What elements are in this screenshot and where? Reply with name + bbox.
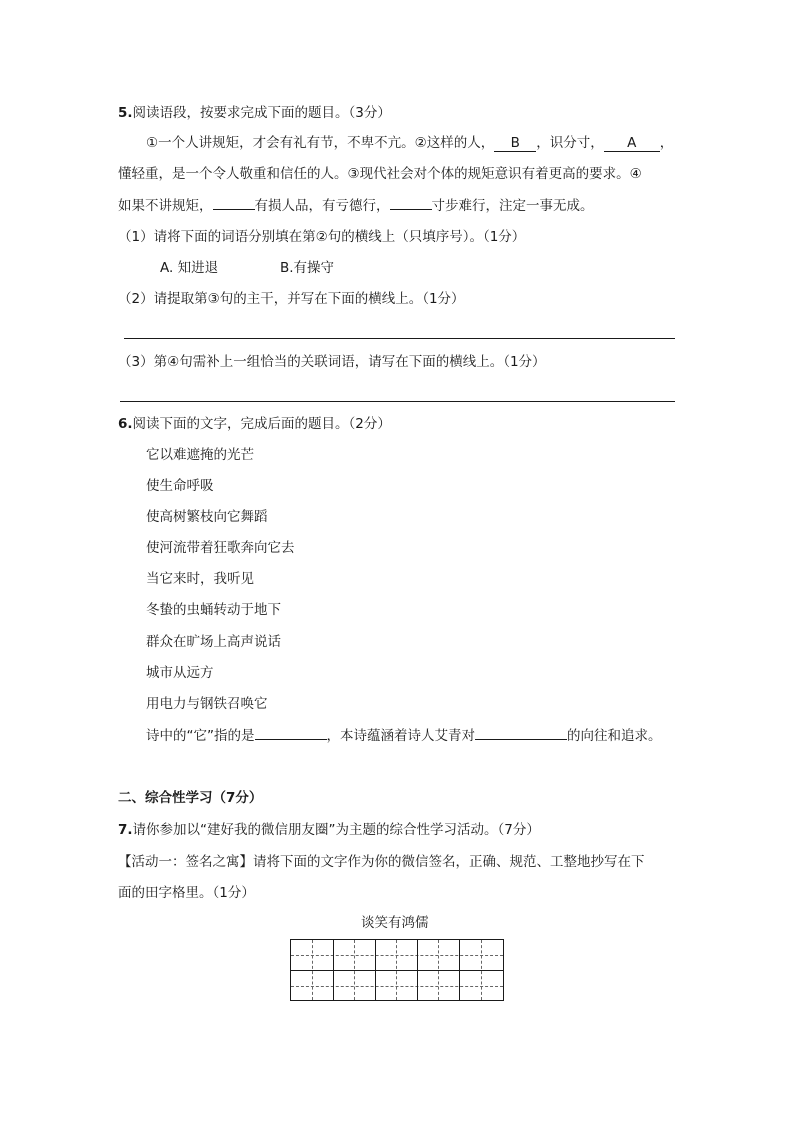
q5-para-text: 如果不讲规矩， <box>118 198 213 214</box>
blank-a[interactable]: A <box>604 136 660 152</box>
section-2-title: 二、综合性学习（7分） <box>118 790 263 806</box>
q6-header-text: 阅读下面的文字，完成后面的题目。（2分） <box>132 416 391 432</box>
q7-activity1-line2: 面的田字格里。（1分） <box>118 885 255 901</box>
poem-line: 群众在旷场上高声说话 <box>146 634 281 650</box>
blank-aspiration[interactable] <box>475 739 567 740</box>
q5-para-text: 有损人品，有亏德行， <box>254 198 390 214</box>
q7-header <box>118 821 540 839</box>
activity1-label: 【活动一：签名之寓】 <box>118 854 253 870</box>
q5-sub1: （1）请将下面的词语分别填在第②句的横线上（只填序号）。（1分） <box>118 229 526 245</box>
blank-conjunction-2[interactable] <box>390 209 432 210</box>
q5-header-text: 阅读语段，按要求完成下面的题目。（3分） <box>132 105 391 121</box>
grid-col-divider <box>333 940 334 1000</box>
grid-guide <box>438 940 439 1000</box>
q5-number: 5. <box>118 105 133 121</box>
q6-question-text: 诗中的“它”指的是 <box>146 728 255 744</box>
q7-header-text: 请你参加以“建好我的微信朋友圈”为主题的综合性学习活动。（7分） <box>132 822 540 838</box>
grid-row-divider <box>291 970 503 971</box>
tianzi-grid[interactable] <box>290 939 504 1001</box>
copy-text: 谈笑有鸿儒 <box>361 915 429 931</box>
q5-sub2: （2）请提取第③句的主干，并写在下面的横线上。（1分） <box>118 291 465 307</box>
poem-line: 使生命呼吸 <box>146 478 214 494</box>
q5-paragraph-line1 <box>146 134 673 152</box>
poem-line: 当它来时，我听见 <box>146 571 254 587</box>
q5-paragraph-line2: 懂轻重，是一个令人敬重和信任的人。③现代社会对个体的规矩意识有着更高的要求。④ <box>118 166 642 182</box>
poem-line: 冬蛰的虫蛹转动于地下 <box>146 602 281 618</box>
blank-b[interactable]: B <box>494 136 536 152</box>
grid-guide <box>312 940 313 1000</box>
answer-line-sub3[interactable] <box>120 401 675 402</box>
q5-sub3: （3）第④句需补上一组恰当的关联词语，请写在下面的横线上。（1分） <box>118 354 546 370</box>
poem-line: 用电力与钢铁召唤它 <box>146 696 268 712</box>
grid-guide <box>291 955 503 956</box>
activity1-text: 请将下面的文字作为你的微信签名，正确、规范、工整地抄写在下 <box>253 854 645 870</box>
q5-para-text: ，识分寸， <box>536 135 604 151</box>
poem-line: 城市从远方 <box>146 665 214 681</box>
q6-number: 6. <box>118 416 133 432</box>
blank-it-refers-to[interactable] <box>255 739 327 740</box>
q6-header <box>118 415 391 433</box>
grid-guide <box>481 940 482 1000</box>
q5-para-text: 寸步难行，注定一事无成。 <box>431 198 594 214</box>
grid-col-divider <box>417 940 418 1000</box>
grid-col-divider <box>375 940 376 1000</box>
q6-question-text: ，本诗蕴涵着诗人艾青对 <box>326 728 475 744</box>
q5-option-b: B.有操守 <box>280 260 335 276</box>
grid-guide <box>354 940 355 1000</box>
q7-number: 7. <box>118 822 133 838</box>
q5-header <box>118 104 391 122</box>
poem-line: 它以难遮掩的光芒 <box>146 447 254 463</box>
poem-line: 使高树繁枝向它舞蹈 <box>146 509 268 525</box>
q5-para-text: ①一个人讲规矩，才会有礼有节，不卑不亢。②这样的人， <box>146 135 495 151</box>
grid-guide <box>291 986 503 987</box>
blank-conjunction-1[interactable] <box>213 209 255 210</box>
q5-para-text: ， <box>659 135 674 151</box>
grid-col-divider <box>459 940 460 1000</box>
grid-guide <box>396 940 397 1000</box>
q6-question-text: 的向往和追求。 <box>567 728 662 744</box>
q5-option-a: A. 知进退 <box>160 260 219 276</box>
q7-activity1 <box>118 853 645 871</box>
q5-paragraph-line3 <box>118 197 594 215</box>
answer-line-sub2[interactable] <box>124 338 675 339</box>
poem-line: 使河流带着狂歌奔向它去 <box>146 540 295 556</box>
q6-question <box>146 727 662 745</box>
